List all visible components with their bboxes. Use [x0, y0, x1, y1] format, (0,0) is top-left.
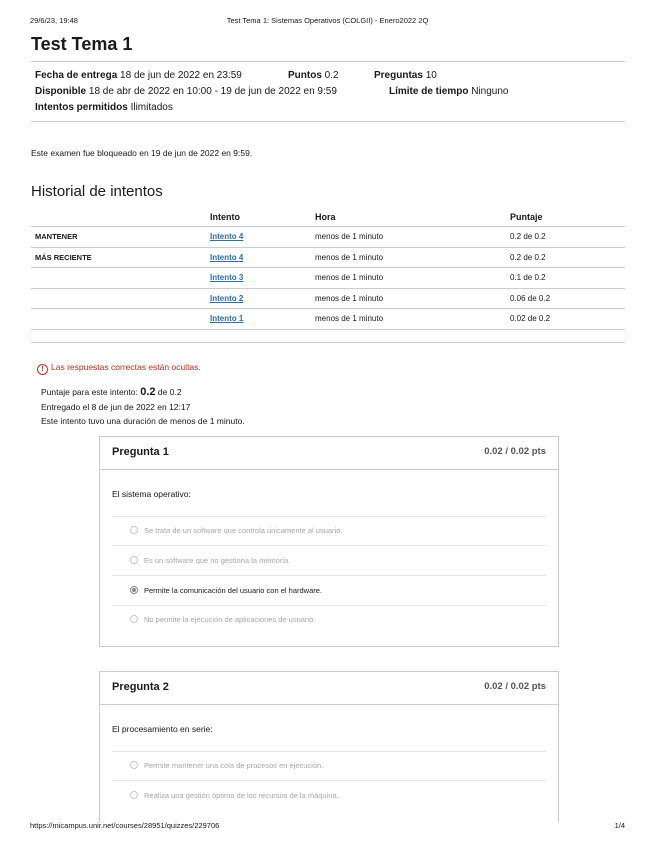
divider: [112, 575, 546, 576]
page-url: https://micampus.unir.net/courses/28951/quizzes/229706: [30, 821, 220, 830]
attempt-history-table: [31, 208, 625, 330]
time-limit-meta: [389, 86, 509, 97]
history-header-attempt: Intento: [206, 208, 311, 227]
available-value: 18 de abr de 2022 en 10:00 - 19 de jun de 2022 en 9:59: [88, 86, 337, 97]
table-row: [31, 227, 625, 248]
answer-text: Es un software que no gestiona la memoria.: [144, 556, 291, 565]
answer-text: Permite mantener una cola de procesos en ejecución.: [144, 761, 324, 770]
due-value: 18 de jun de 2022 en 23:59: [120, 70, 242, 81]
attempt-link[interactable]: Intento 3: [210, 273, 244, 283]
attempt-time: menos de 1 minuto: [311, 288, 506, 309]
attempt-time: menos de 1 minuto: [311, 309, 506, 330]
row-label: [31, 309, 206, 330]
question-title: Pregunta 2: [112, 681, 169, 693]
question-text: El procesamiento en serie:: [112, 724, 213, 734]
warning-icon: !: [37, 364, 48, 375]
attempts-label: Intentos permitidos: [35, 102, 128, 113]
radio-icon: [130, 556, 138, 564]
row-label: MÁS RECIENTE: [31, 247, 206, 268]
question-points: 0.02 / 0.02 pts: [484, 681, 546, 692]
attempt-link[interactable]: Intento 4: [210, 232, 244, 242]
time-limit-value: Ninguno: [471, 86, 509, 97]
radio-icon: [130, 526, 138, 534]
points-value: 0.2: [324, 70, 339, 81]
duration-line: Este intento tuvo una duración de menos de 1 minuto.: [41, 416, 245, 426]
print-title: Test Tema 1: Sistemas Operativos (COLGII) - Enero2022 2Q: [226, 16, 429, 25]
row-label: [31, 288, 206, 309]
answer-option: [130, 791, 339, 800]
history-title: Historial de intentos: [31, 183, 163, 200]
locked-message: Este examen fue bloqueado en 19 de jun de 2022 en 9:59.: [31, 148, 253, 158]
question-card-1: [99, 436, 559, 647]
attempts-value: Ilimitados: [130, 102, 173, 113]
attempt-link[interactable]: Intento 1: [210, 314, 244, 324]
question-card-2: [99, 671, 559, 822]
available-meta: [35, 86, 337, 97]
attempt-score: 0.2 de 0.2: [506, 247, 625, 268]
attempt-score: 0.2 de 0.2: [506, 227, 625, 248]
row-label: MANTENER: [31, 227, 206, 248]
question-text: El sistema operativo:: [112, 489, 191, 499]
page-title: Test Tema 1: [31, 34, 133, 54]
answer-option-selected: [130, 586, 322, 595]
table-row: [31, 247, 625, 268]
answer-text: Realiza una gestión óptima de los recursos de la máquina.: [144, 791, 339, 800]
due-label: Fecha de entrega: [35, 70, 118, 81]
radio-icon: [130, 615, 138, 623]
attempt-score: 0.1 de 0.2: [506, 268, 625, 289]
divider: [31, 61, 625, 62]
attempts-meta: [35, 102, 173, 113]
table-row: [31, 288, 625, 309]
question-header: [100, 437, 558, 470]
hidden-answers-text: Las respuestas correctas están ocultas.: [51, 362, 201, 372]
history-header-row: [31, 208, 625, 227]
available-label: Disponible: [35, 86, 87, 97]
history-header-empty: [31, 208, 206, 227]
divider: [112, 780, 546, 781]
score-prefix: Puntaje para este intento:: [41, 387, 138, 397]
history-header-score: Puntaje: [506, 208, 625, 227]
attempt-score-line: [41, 386, 182, 398]
question-title: Pregunta 1: [112, 446, 169, 458]
divider: [112, 545, 546, 546]
answer-text: No permite la ejecución de aplicaciones de usuario.: [144, 615, 316, 624]
history-header-time: Hora: [311, 208, 506, 227]
radio-icon: [130, 761, 138, 769]
time-limit-label: Límite de tiempo: [389, 86, 469, 97]
answer-option: [130, 526, 342, 535]
attempt-time: menos de 1 minuto: [311, 247, 506, 268]
divider: [112, 516, 546, 517]
answer-text: Permite la comunicación del usuario con el hardware.: [144, 586, 323, 595]
attempt-time: menos de 1 minuto: [311, 268, 506, 289]
attempt-link[interactable]: Intento 4: [210, 252, 244, 262]
questions-value: 10: [425, 70, 437, 81]
divider: [112, 605, 546, 606]
table-row: [31, 268, 625, 289]
radio-icon: [130, 791, 138, 799]
points-label: Puntos: [288, 70, 322, 81]
row-label: [31, 268, 206, 289]
meta-row-1: [35, 70, 242, 81]
score-value: 0.2: [140, 386, 156, 398]
score-suffix: de 0.2: [157, 387, 182, 397]
answer-text: Se trata de un software que controla únicamente al usuario.: [144, 526, 343, 535]
question-header: [100, 672, 558, 705]
divider: [31, 342, 625, 343]
attempt-score: 0.06 de 0.2: [506, 288, 625, 309]
attempt-time: menos de 1 minuto: [311, 227, 506, 248]
question-points: 0.02 / 0.02 pts: [484, 446, 546, 457]
points-meta: [288, 70, 339, 81]
submitted-line: Entregado el 8 de jun de 2022 en 12:17: [41, 402, 191, 412]
questions-meta: [374, 70, 437, 81]
divider: [112, 751, 546, 752]
attempt-link[interactable]: Intento 2: [210, 293, 244, 303]
radio-selected-icon: [130, 586, 138, 594]
hidden-answers-note: [37, 362, 201, 375]
print-header: [30, 16, 625, 26]
page-number: 1/4: [614, 821, 625, 830]
table-row: [31, 309, 625, 330]
answer-option: [130, 615, 315, 624]
answer-option: [130, 761, 323, 770]
attempt-score: 0.02 de 0.2: [506, 309, 625, 330]
divider: [31, 121, 625, 122]
questions-label: Preguntas: [374, 70, 423, 81]
answer-option: [130, 556, 290, 565]
print-date: 29/6/23, 19:48: [30, 16, 78, 25]
